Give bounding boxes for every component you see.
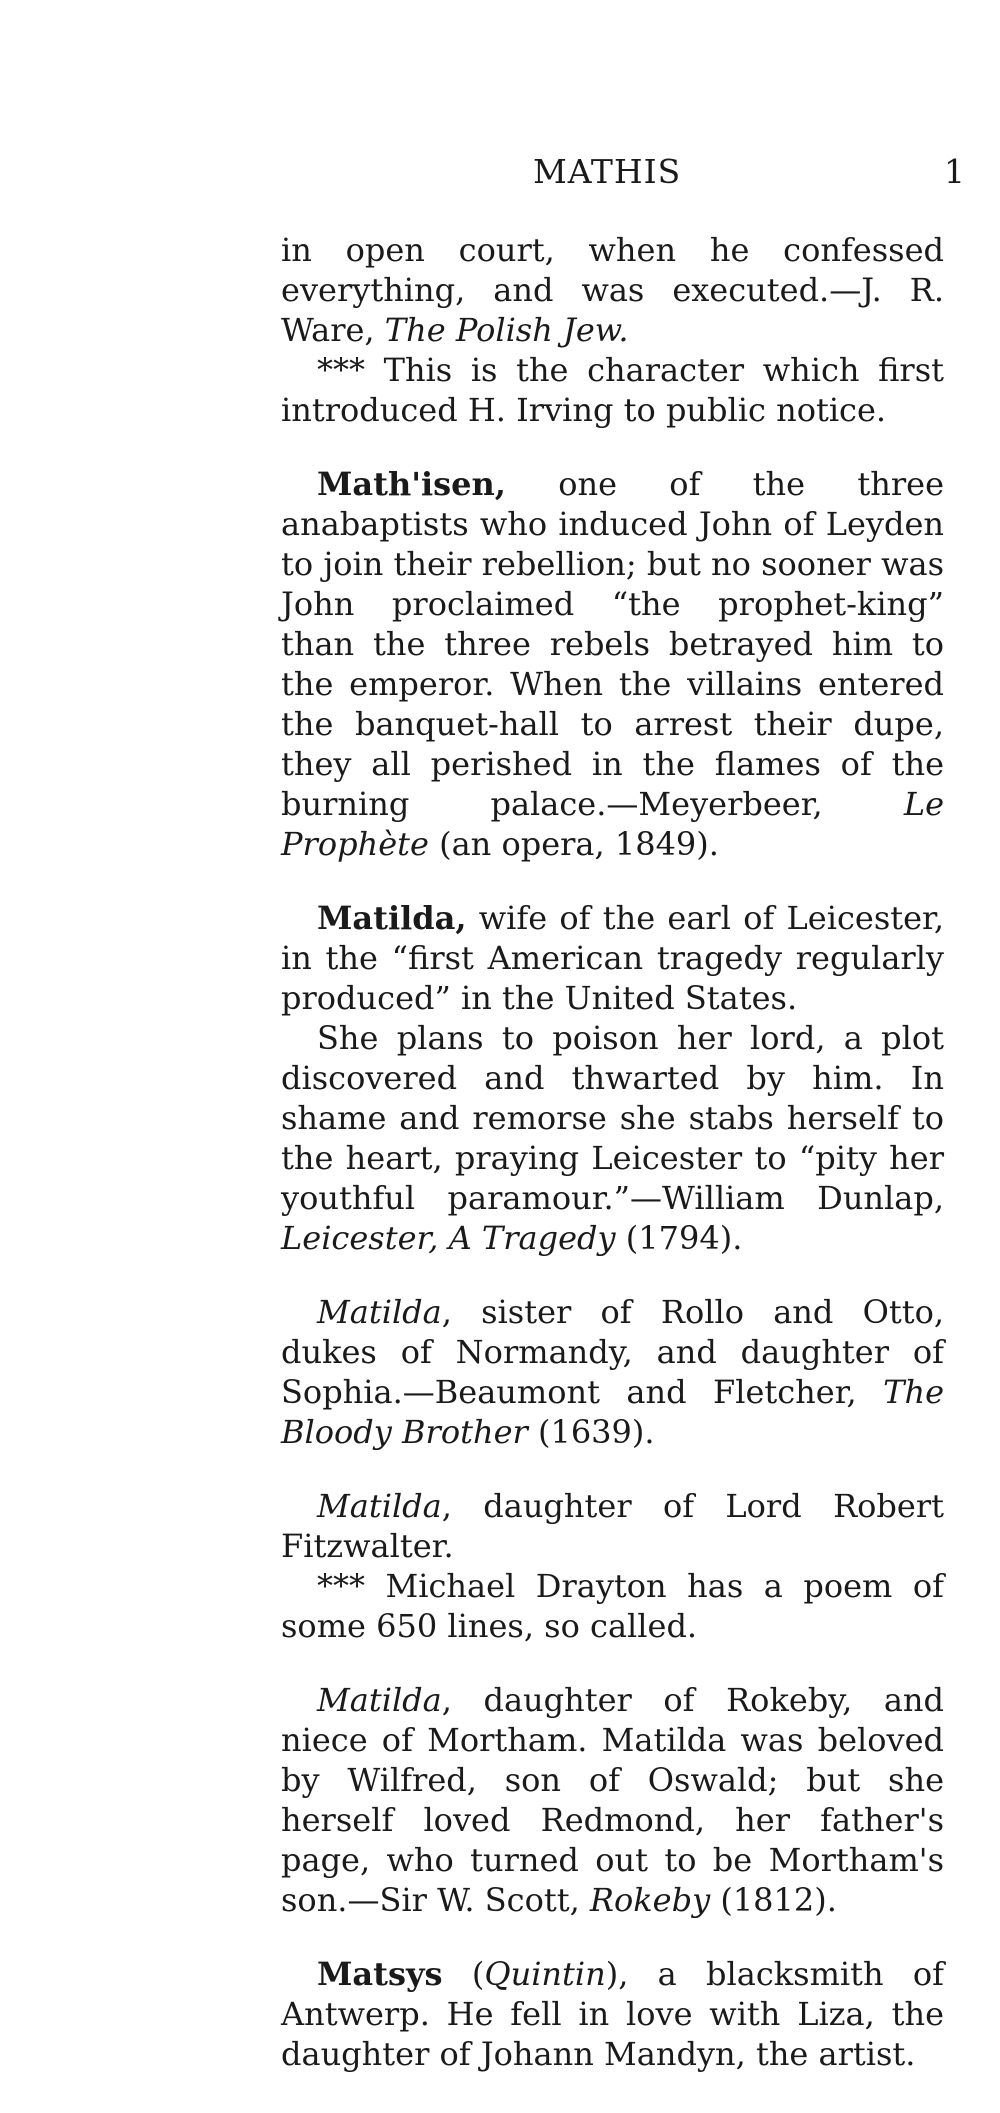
text-run: She plans to poison her lord, a plot discovered and thwarted by him. In shame and remorse she stabs herself to the heart, praying Leicester to “pity her youthful paramour.”—William Dunlap,: [281, 1019, 944, 1217]
italic-text: Matilda: [317, 1293, 442, 1331]
entry-paragraph: [281, 230, 944, 350]
entry-note: [281, 350, 944, 430]
italic-text: The Bloody Brother: [281, 1373, 944, 1451]
entry-paragraph: [281, 1292, 944, 1452]
italic-text: Leicester, A Tragedy: [281, 1219, 616, 1257]
text-run: one of the three anabaptists who induced John of Leyden to join their rebellion; but no sooner was John proclaimed “the prophet-king” than the three rebels betrayed him to the emperor. When the villains entered the banquet-hall to arrest their dupe, they all perished in the flames of the burning palace.—Meyerbeer,: [281, 465, 944, 823]
text-run: *** This is the character which first introduced H. Irving to public notice.: [281, 351, 944, 429]
text-run: *** Michael Drayton has a poem of some 650 lines, so called.: [281, 1567, 944, 1645]
headword: Matsys: [317, 1955, 443, 1993]
text-run: in open court, when he confessed everything, and was executed.—J. R. Ware,: [281, 231, 944, 349]
entry-paragraph: [281, 464, 944, 864]
italic-text: The Polish Jew.: [384, 311, 629, 349]
headword: Matilda,: [317, 899, 467, 937]
entry-paragraph: [281, 1680, 944, 1920]
italic-text: Quintin: [484, 1955, 606, 1993]
page-number: 1: [944, 152, 965, 191]
text-run: ), a blacksmith of Antwerp. He fell in love with Liza, the daughter of Johann Mandyn, the artist.: [281, 1955, 945, 2073]
entry-list: [281, 230, 944, 2074]
text-run: (1812).: [710, 1881, 837, 1919]
headword: Math'isen,: [317, 465, 506, 503]
text-run: wife of the earl of Leicester, in the “first American tragedy regularly produced” in the United States.: [281, 899, 944, 1017]
entry-note: [281, 1566, 944, 1646]
text-run: , daughter of Rokeby, and niece of Mortham. Matilda was beloved by Wilfred, son of Oswald; but she herself loved Redmond, her father's page, who turned out to be Mortham's son.—Sir W. Scott,: [281, 1681, 944, 1919]
entry-note: [281, 1018, 944, 1258]
text-run: (an opera, 1849).: [428, 825, 719, 863]
entry-paragraph: [281, 898, 944, 1018]
text-run: , daughter of Lord Robert Fitzwalter.: [281, 1487, 944, 1565]
italic-text: Le Prophète: [281, 785, 944, 863]
italic-text: Rokeby: [589, 1881, 711, 1919]
running-head: [0, 152, 1000, 202]
page-title: MATHIS: [533, 152, 682, 191]
italic-text: Matilda: [317, 1681, 442, 1719]
entry-paragraph: [281, 1954, 944, 2074]
text-run: , sister of Rollo and Otto, dukes of Normandy, and daughter of Sophia.—Beaumont and Fletcher,: [281, 1293, 944, 1411]
text-run: (: [442, 1955, 485, 1993]
text-run: (1794).: [615, 1219, 743, 1257]
entry-paragraph: [281, 1486, 944, 1566]
text-run: (1639).: [527, 1413, 655, 1451]
italic-text: Matilda: [317, 1487, 442, 1525]
